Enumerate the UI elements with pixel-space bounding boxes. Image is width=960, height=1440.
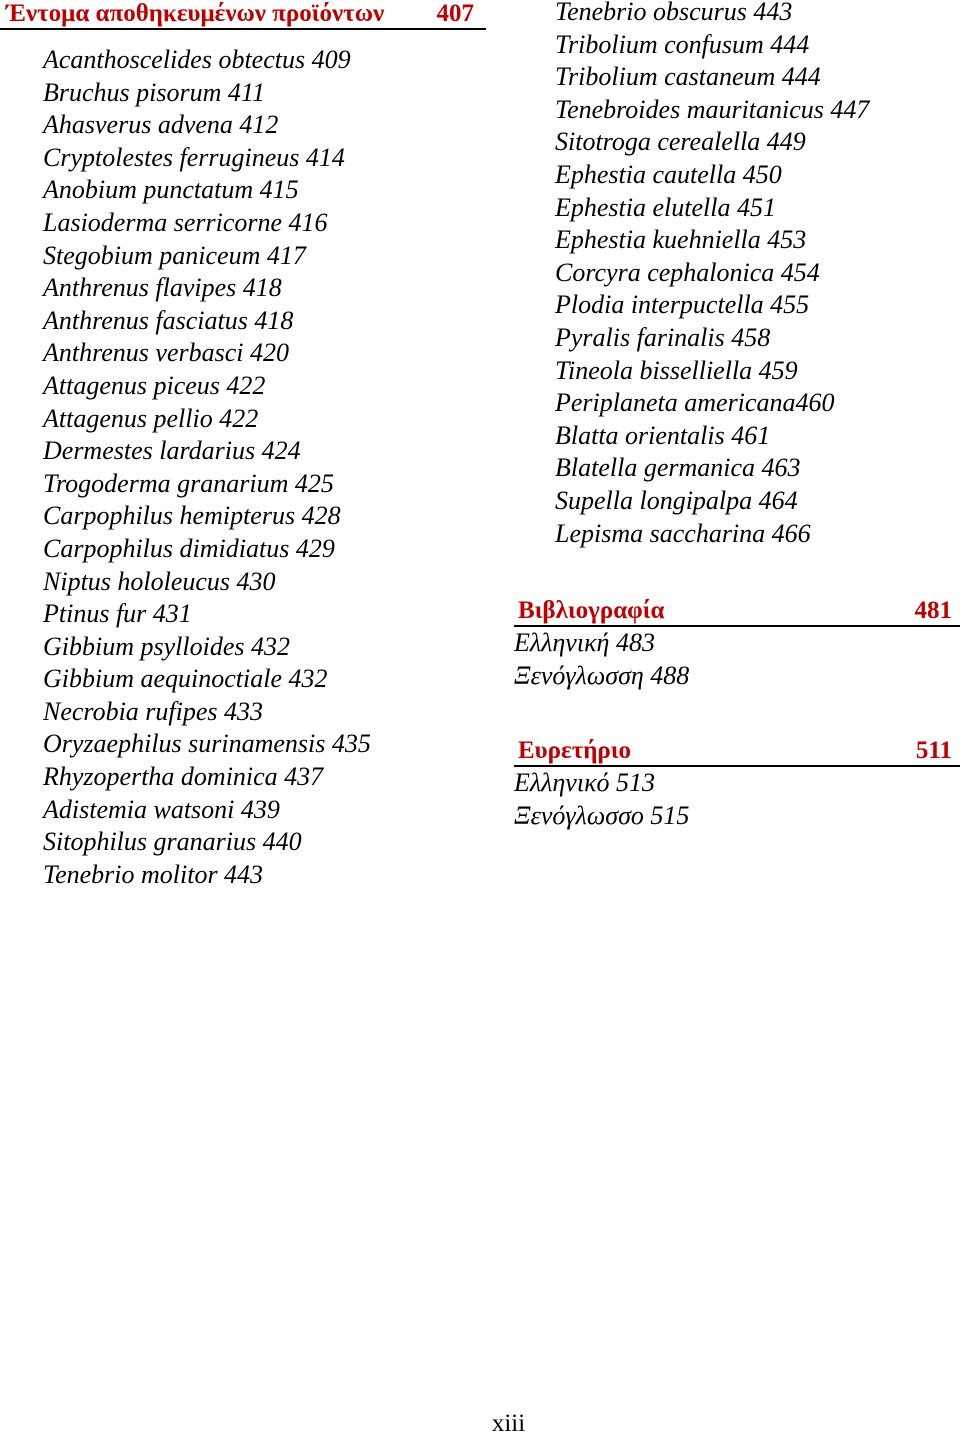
toc-entry: Niptus hololeucus 430 [43,566,276,596]
toc-entry: Gibbium psylloides 432 [43,631,290,661]
section-heading-index [514,737,960,767]
toc-entry: Carpophilus hemipterus 428 [43,501,341,531]
toc-entry: Dermestes lardarius 424 [43,436,301,466]
toc-entry: Oryzaephilus surinamensis 435 [43,729,371,759]
toc-entry: Tribolium castaneum 444 [555,62,821,92]
toc-entry: Pyralis farinalis 458 [555,322,771,352]
toc-entry: Blatta orientalis 461 [555,420,771,450]
toc-entry: Ephestia kuehniella 453 [555,225,807,255]
toc-entry: Gibbium aequinoctiale 432 [43,664,328,694]
toc-entry: Tribolium confusum 444 [555,29,810,59]
species-list-continued [514,0,960,550]
toc-entry: Ephestia elutella 451 [555,192,776,222]
toc-entry: Corcyra cephalonica 454 [555,257,820,287]
toc-entry: Supella longipalpa 464 [555,485,798,515]
toc-entry: Ahasverus advena 412 [43,110,279,140]
toc-entry: Anthrenus flavipes 418 [43,273,282,303]
toc-entry: Lasioderma serricorne 416 [43,207,328,237]
toc-entry: Tenebroides mauritanicus 447 [555,94,870,124]
section-page-number: 407 [436,0,474,27]
left-column [0,0,486,891]
toc-entry: Plodia interpuctella 455 [555,290,810,320]
toc-entry: Periplaneta americana460 [555,388,835,418]
section-page-number: 511 [915,737,952,765]
section-page-number: 481 [914,597,952,625]
toc-entry: Acanthoscelides obtectus 409 [43,45,351,74]
section-heading-bibliography [514,597,960,627]
toc-entry: Blatella germanica 463 [555,453,801,483]
index-list [514,767,960,832]
section-heading-stored-product-insects [0,0,486,30]
toc-entry: Attagenus piceus 422 [43,370,266,400]
section-title: Έντομα αποθηκευμένων προϊόντων [6,0,385,27]
toc-entry: Trogoderma granarium 425 [43,468,334,498]
toc-entry: Ξενόγλωσσο 515 [514,800,690,830]
right-column [514,0,960,832]
toc-entry: Anthrenus verbasci 420 [43,338,289,368]
toc-entry: Bruchus pisorum 411 [43,77,265,107]
toc-entry: Ephestia cautella 450 [555,159,782,189]
toc-entry: Ptinus fur 431 [43,599,192,629]
species-list [0,44,486,891]
toc-entry: Lepisma saccharina 466 [555,518,811,548]
toc-entry: Anthrenus fasciatus 418 [43,305,294,335]
toc-entry: Necrobia rufipes 433 [43,696,264,726]
bibliography-list [514,627,960,692]
toc-entry: Carpophilus dimidiatus 429 [43,533,335,563]
toc-entry: Rhyzopertha dominica 437 [43,762,324,792]
toc-entry: Ελληνικό 513 [514,768,656,798]
toc-entry: Tenebrio molitor 443 [43,859,264,889]
toc-entry: Attagenus pellio 422 [43,403,259,433]
page-number: xiii [491,1410,526,1437]
toc-entry: Stegobium paniceum 417 [43,240,306,270]
toc-entry: Adistemia watsoni 439 [43,794,280,824]
toc-entry: Sitophilus granarius 440 [43,827,302,857]
toc-entry: Tineola bisselliella 459 [555,355,798,385]
toc-entry: Anobium punctatum 415 [43,175,299,205]
section-title: Ευρετήριο [518,737,632,765]
toc-entry: Tenebrio obscurus 443 [555,0,793,26]
toc-entry: Sitotroga cerealella 449 [555,127,806,157]
section-title: Βιβλιογραφία [518,597,665,625]
toc-entry: Ξενόγλωσση 488 [514,660,690,690]
toc-entry: Ελληνική 483 [514,628,655,658]
toc-entry: Cryptolestes ferrugineus 414 [43,142,345,172]
